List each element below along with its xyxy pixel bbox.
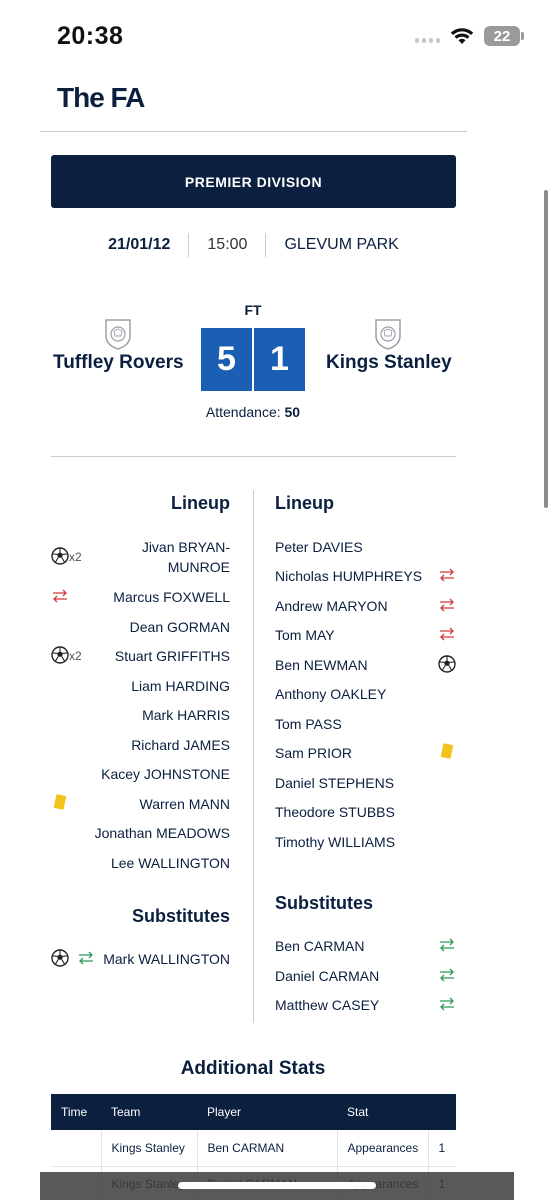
match-kickoff: 15:00 xyxy=(207,236,248,253)
stats-header-row xyxy=(51,1094,456,1130)
home-player[interactable]: Richard JAMES xyxy=(131,737,230,753)
home-score: 5 xyxy=(201,328,252,391)
attendance-label: Attendance: xyxy=(205,404,281,420)
column-header-value xyxy=(428,1094,456,1130)
goal-count: x2 xyxy=(69,649,82,663)
signal-icon xyxy=(415,29,440,43)
away-player[interactable]: Ben NEWMAN xyxy=(275,657,368,673)
away-sub[interactable]: Matthew CASEY xyxy=(275,997,380,1013)
home-player[interactable]: Mark HARRIS xyxy=(142,707,230,723)
cell-team: Kings Stanley xyxy=(101,1130,197,1166)
fa-logo[interactable]: The FA xyxy=(57,82,145,113)
match-date: 21/01/12 xyxy=(108,236,171,253)
cell-value: 1 xyxy=(428,1130,456,1166)
status-time: 20:38 xyxy=(57,22,124,50)
football-icon xyxy=(438,655,456,673)
away-player[interactable]: Timothy WILLIAMS xyxy=(275,834,396,850)
table-row xyxy=(51,1130,456,1166)
sub-on-icon xyxy=(77,949,95,967)
sub-on-icon xyxy=(438,936,456,954)
away-team-name[interactable]: Kings Stanley xyxy=(326,352,452,373)
sub-off-icon xyxy=(438,625,456,643)
scrollbar[interactable] xyxy=(544,190,548,508)
cell-stat: Appearances xyxy=(337,1130,428,1166)
sub-off-icon xyxy=(438,596,456,614)
goal-count: x2 xyxy=(69,550,82,564)
away-player[interactable]: Nicholas HUMPHREYS xyxy=(275,568,423,584)
home-player[interactable]: Liam HARDING xyxy=(131,678,230,694)
home-subs-heading: Substitutes xyxy=(131,906,230,926)
player-name: Jivan BRYAN- xyxy=(141,539,230,555)
column-header-time: Time xyxy=(51,1094,101,1130)
home-player[interactable]: Marcus FOXWELL xyxy=(113,589,230,605)
home-team-name[interactable]: Tuffley Rovers xyxy=(53,352,184,373)
football-icon xyxy=(51,547,69,565)
home-player[interactable]: Stuart GRIFFITHS xyxy=(114,648,230,664)
home-crest-icon xyxy=(104,318,132,350)
away-player[interactable]: Theodore STUBBS xyxy=(275,804,395,820)
sub-off-icon xyxy=(438,566,456,584)
status-icons xyxy=(415,26,520,46)
yellow-card-icon xyxy=(441,743,454,759)
away-player[interactable]: Sam PRIOR xyxy=(275,745,353,761)
column-header-stat: Stat xyxy=(337,1094,428,1130)
column-divider xyxy=(253,490,254,1023)
football-icon xyxy=(51,949,69,967)
yellow-card-icon xyxy=(54,794,67,810)
cell-time xyxy=(51,1130,101,1166)
cell-player: Ben CARMAN xyxy=(197,1130,337,1166)
sub-on-icon xyxy=(438,995,456,1013)
attendance-value: 50 xyxy=(284,404,301,420)
away-player[interactable]: Tom PASS xyxy=(275,716,342,732)
away-subs-heading: Substitutes xyxy=(275,893,374,913)
division-banner: PREMIER DIVISION xyxy=(51,155,456,208)
away-crest-icon xyxy=(374,318,402,350)
sub-on-icon xyxy=(438,966,456,984)
away-sub[interactable]: Daniel CARMAN xyxy=(275,968,380,984)
home-player[interactable]: Kacey JOHNSTONE xyxy=(101,766,230,782)
match-venue: GLEVUM PARK xyxy=(284,236,399,253)
section-divider xyxy=(51,456,456,457)
football-icon xyxy=(51,646,69,664)
away-player[interactable]: Andrew MARYON xyxy=(275,598,388,614)
home-sub[interactable]: Mark WALLINGTON xyxy=(103,951,230,967)
home-lineup-heading: Lineup xyxy=(171,493,230,513)
home-player[interactable]: Lee WALLINGTON xyxy=(110,855,230,871)
home-indicator[interactable] xyxy=(178,1182,376,1189)
column-header-team: Team xyxy=(101,1094,197,1130)
away-player[interactable]: Tom MAY xyxy=(275,627,335,643)
player-name: MUNROE xyxy=(167,559,230,575)
attendance xyxy=(0,404,506,420)
match-meta xyxy=(51,232,456,258)
battery-icon: 22 xyxy=(484,26,520,46)
away-player[interactable]: Anthony OAKLEY xyxy=(275,686,387,702)
away-player[interactable]: Daniel STEPHENS xyxy=(275,775,395,791)
home-player[interactable] xyxy=(142,537,230,577)
sub-off-icon xyxy=(51,587,69,605)
home-player[interactable]: Dean GORMAN xyxy=(129,619,230,635)
wifi-icon xyxy=(450,27,474,45)
column-header-player: Player xyxy=(197,1094,337,1130)
scoreboard xyxy=(201,328,305,391)
away-lineup-heading: Lineup xyxy=(275,493,334,513)
header-divider xyxy=(40,131,467,132)
home-player[interactable]: Warren MANN xyxy=(139,796,230,812)
match-status: FT xyxy=(244,302,262,318)
stats-title: Additional Stats xyxy=(180,1058,326,1079)
status-bar xyxy=(0,0,554,70)
away-player[interactable]: Peter DAVIES xyxy=(275,539,363,555)
home-player[interactable]: Jonathan MEADOWS xyxy=(94,825,230,841)
away-score: 1 xyxy=(254,328,305,391)
away-sub[interactable]: Ben CARMAN xyxy=(275,938,365,954)
